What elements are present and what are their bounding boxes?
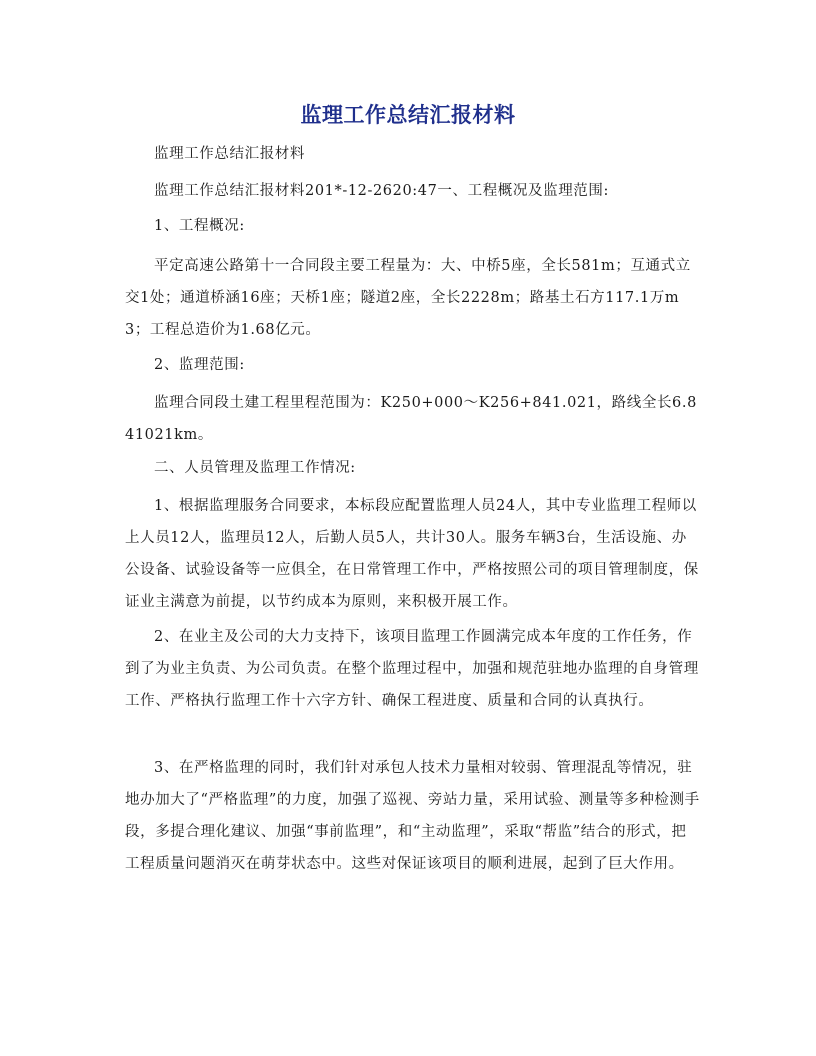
personnel-item-2: 2、在业主及公司的大力支持下，该项目监理工作圆满完成本年度的工作任务，作到了为业主负责、为公司负责。在整个监理过程中，加强和规范驻地办监理的自身管理工作、严格执行监理工作十六字方针、确保工程进度、质量和合同的认真执行。 — [125, 629, 699, 709]
project-overview-heading: 1、工程概况: — [154, 218, 245, 234]
supervision-scope-heading: 2、监理范围: — [154, 357, 245, 373]
section-one-heading: 监理工作总结汇报材料201*-12-2620:47一、工程概况及监理范围: — [154, 183, 609, 199]
intro-paragraph: 监理工作总结汇报材料 — [154, 146, 305, 162]
personnel-item-3: 3、在严格监理的同时，我们针对承包人技术力量相对较弱、管理混乱等情况，驻地办加大了“严格监理”的力度，加强了巡视、旁站力量，采用试验、测量等多种检测手段，多提合理化建议、加强“事前监理”，和“主动监理”，采取“帮监”结合的形式，把工程质量问题消灭在萌芽状态中。这些对保证该项目的顺利进展，起到了巨大作用。 — [125, 760, 700, 872]
project-overview-paragraph: 平定高速公路第十一合同段主要工程量为：大、中桥5座，全长581m；互通式立交1处；通道桥涵16座；天桥1座；隧道2座，全长2228m；路基土石方117.1万m3；工程总造价为1.68亿元。 — [125, 258, 691, 338]
supervision-scope-paragraph: 监理合同段土建工程里程范围为：K250+000～K256+841.021，路线全长6.841021km。 — [125, 395, 697, 443]
personnel-item-1: 1、根据监理服务合同要求，本标段应配置监理人员24人，其中专业监理工程师以上人员12人，监理员12人，后勤人员5人，共计30人。服务车辆3台，生活设施、办公设备、试验设备等一应俱全，在日常管理工作中，严格按照公司的项目管理制度，保证业主满意为前提，以节约成本为原则，来积极开展工作。 — [125, 498, 699, 610]
personnel-section-heading: 二、人员管理及监理工作情况: — [154, 460, 356, 476]
document-title: 监理工作总结汇报材料 — [300, 102, 516, 127]
